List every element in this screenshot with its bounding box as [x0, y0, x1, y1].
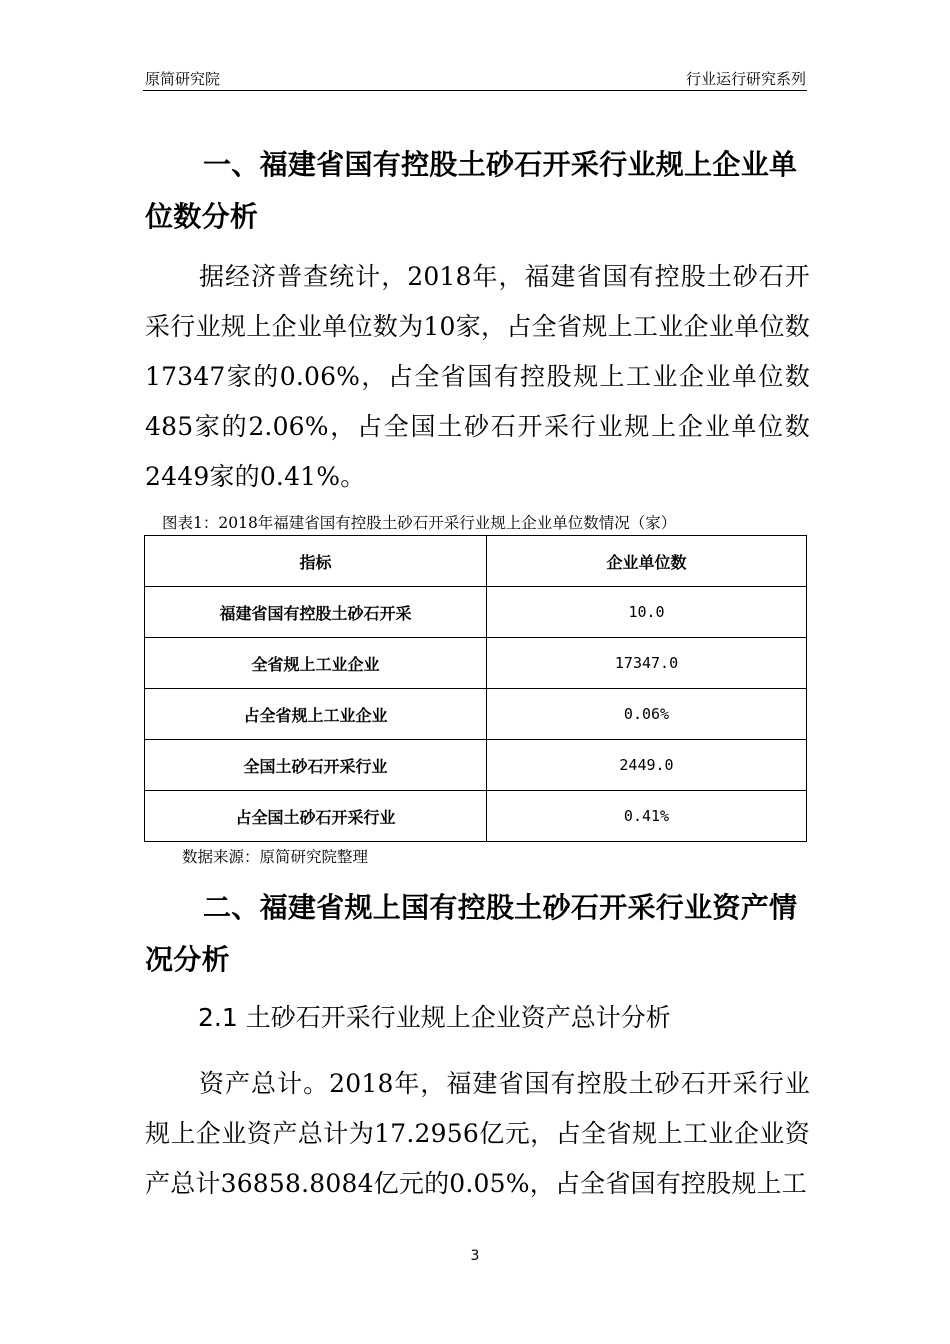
table-row — [145, 791, 807, 842]
section1-paragraph: 据经济普查统计，2018年，福建省国有控股土砂石开采行业规上企业单位数为10家，占全省规上工业企业单位数17347家的0.06%，占全省国有控股规上工业企业单位数485家的2.06%，占全国土砂石开采行业规上企业单位数2449家的0.41%。 — [145, 262, 810, 491]
table-row — [145, 689, 807, 740]
unit-count-table — [144, 535, 807, 842]
section2-paragraph: 资产总计。2018年，福建省国有控股土砂石开采行业规上企业资产总计为17.2956亿元，占全省规上工业企业资产总计36858.8084亿元的0.05%，占全省国有控股规上工 — [145, 1069, 810, 1198]
section2-heading: 二、福建省规上国有控股土砂石开采行业资产情况分析 — [145, 891, 798, 976]
page-number: 3 — [470, 1248, 480, 1264]
table-row — [145, 740, 807, 791]
table-cell-label: 占全省规上工业企业 — [145, 689, 487, 740]
table-cell-value: 0.06% — [487, 689, 807, 740]
header-organization: 原简研究院 — [145, 70, 221, 88]
table-cell-label: 全省规上工业企业 — [145, 638, 487, 689]
table-header-indicator: 指标 — [145, 536, 487, 587]
table-cell-value: 0.41% — [487, 791, 807, 842]
table-cell-label: 全国土砂石开采行业 — [145, 740, 487, 791]
section1-heading: 一、福建省国有控股土砂石开采行业规上企业单位数分析 — [145, 148, 798, 233]
table-cell-value: 17347.0 — [487, 638, 807, 689]
table-header-row — [145, 536, 807, 587]
table-row — [145, 638, 807, 689]
header-series-title: 行业运行研究系列 — [685, 70, 806, 88]
section2-subheading: 2.1 土砂石开采行业规上企业资产总计分析 — [198, 1003, 671, 1032]
table-cell-label: 福建省国有控股土砂石开采 — [145, 587, 487, 638]
table-cell-label: 占全国土砂石开采行业 — [145, 791, 487, 842]
table1-source-note: 数据来源：原简研究院整理 — [182, 848, 369, 866]
table1-caption: 图表1：2018年福建省国有控股土砂石开采行业规上企业单位数情况（家） — [162, 514, 677, 532]
table-cell-value: 10.0 — [487, 587, 807, 638]
header-divider — [143, 90, 807, 91]
table-cell-value: 2449.0 — [487, 740, 807, 791]
table-header-unit-count: 企业单位数 — [487, 536, 807, 587]
table-row — [145, 587, 807, 638]
